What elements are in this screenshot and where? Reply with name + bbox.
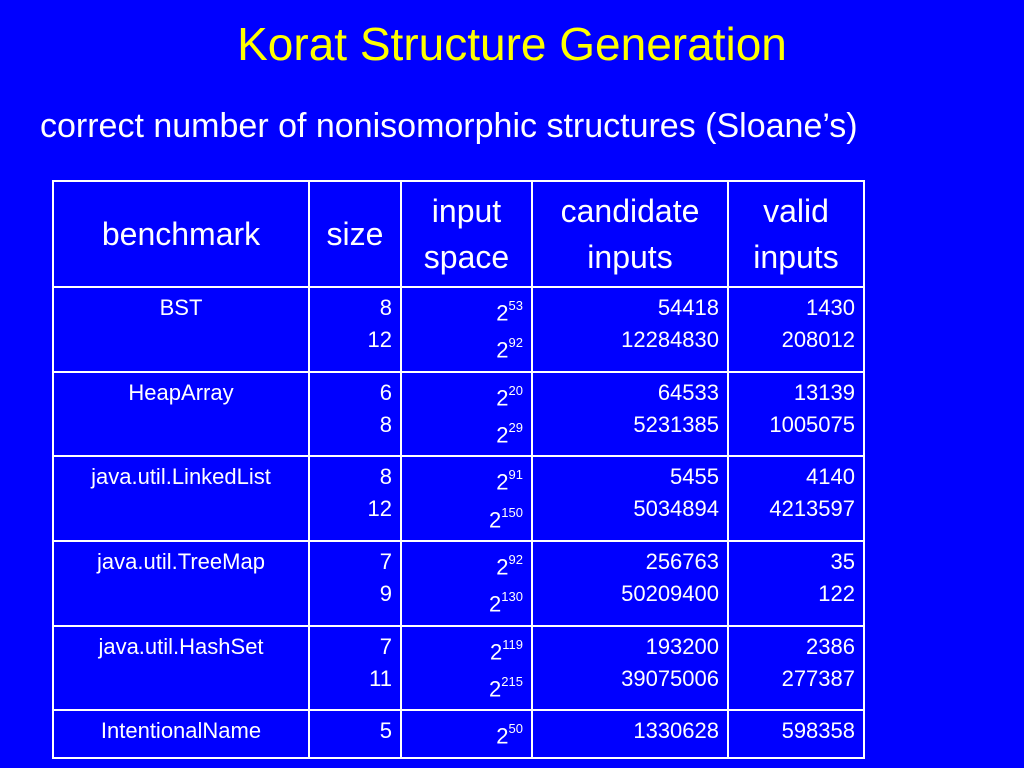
benchmark-cell: java.util.HashSet xyxy=(53,626,309,711)
valid-inputs-cell: 598358 xyxy=(728,710,864,757)
benchmark-cell: java.util.TreeMap xyxy=(53,541,309,626)
table-row xyxy=(53,287,864,372)
size-cell: 5 xyxy=(309,710,401,757)
size-cell: 7 9 xyxy=(309,541,401,626)
candidate-inputs-cell: 256763 50209400 xyxy=(532,541,728,626)
benchmark-cell: java.util.LinkedList xyxy=(53,456,309,541)
benchmark-cell: BST xyxy=(53,287,309,372)
benchmark-cell: IntentionalName xyxy=(53,710,309,757)
table-row xyxy=(53,710,864,757)
input-space-cell: $2^{91}$ $2^{150}$ xyxy=(401,456,532,541)
size-cell: 8 12 xyxy=(309,287,401,372)
input-space-cell: $2^{20}$ $2^{29}$ xyxy=(401,372,532,457)
benchmark-cell: HeapArray xyxy=(53,372,309,457)
candidate-inputs-cell: 5455 5034894 xyxy=(532,456,728,541)
valid-inputs-cell: 13139 1005075 xyxy=(728,372,864,457)
candidate-inputs-cell: 193200 39075006 xyxy=(532,626,728,711)
valid-inputs-cell: 35 122 xyxy=(728,541,864,626)
candidate-inputs-cell: 64533 5231385 xyxy=(532,372,728,457)
valid-inputs-cell: 2386 277387 xyxy=(728,626,864,711)
input-space-cell: $2^{119}$ $2^{215}$ xyxy=(401,626,532,711)
slide-subtitle: correct number of nonisomorphic structures (Sloane’s) xyxy=(40,107,858,145)
table-row xyxy=(53,541,864,626)
header-input-space: input space xyxy=(401,181,532,287)
candidate-inputs-cell: 54418 12284830 xyxy=(532,287,728,372)
header-valid-inputs: valid inputs xyxy=(728,181,864,287)
table-row xyxy=(53,372,864,457)
input-space-cell: $2^{50}$ xyxy=(401,710,532,757)
valid-inputs-cell: 1430 208012 xyxy=(728,287,864,372)
slide-title: Korat Structure Generation xyxy=(237,18,787,70)
input-space-cell: $2^{92}$ $2^{130}$ xyxy=(401,541,532,626)
candidate-inputs-cell: 1330628 xyxy=(532,710,728,757)
size-cell: 8 12 xyxy=(309,456,401,541)
table-row xyxy=(53,456,864,541)
results-table xyxy=(52,180,865,759)
header-candidate-inputs: candidate inputs xyxy=(532,181,728,287)
table-row xyxy=(53,626,864,711)
valid-inputs-cell: 4140 4213597 xyxy=(728,456,864,541)
header-size: size xyxy=(309,181,401,287)
size-cell: 6 8 xyxy=(309,372,401,457)
size-cell: 7 11 xyxy=(309,626,401,711)
header-row xyxy=(53,181,864,287)
header-benchmark: benchmark xyxy=(53,181,309,287)
input-space-cell: $2^{53}$ $2^{92}$ xyxy=(401,287,532,372)
